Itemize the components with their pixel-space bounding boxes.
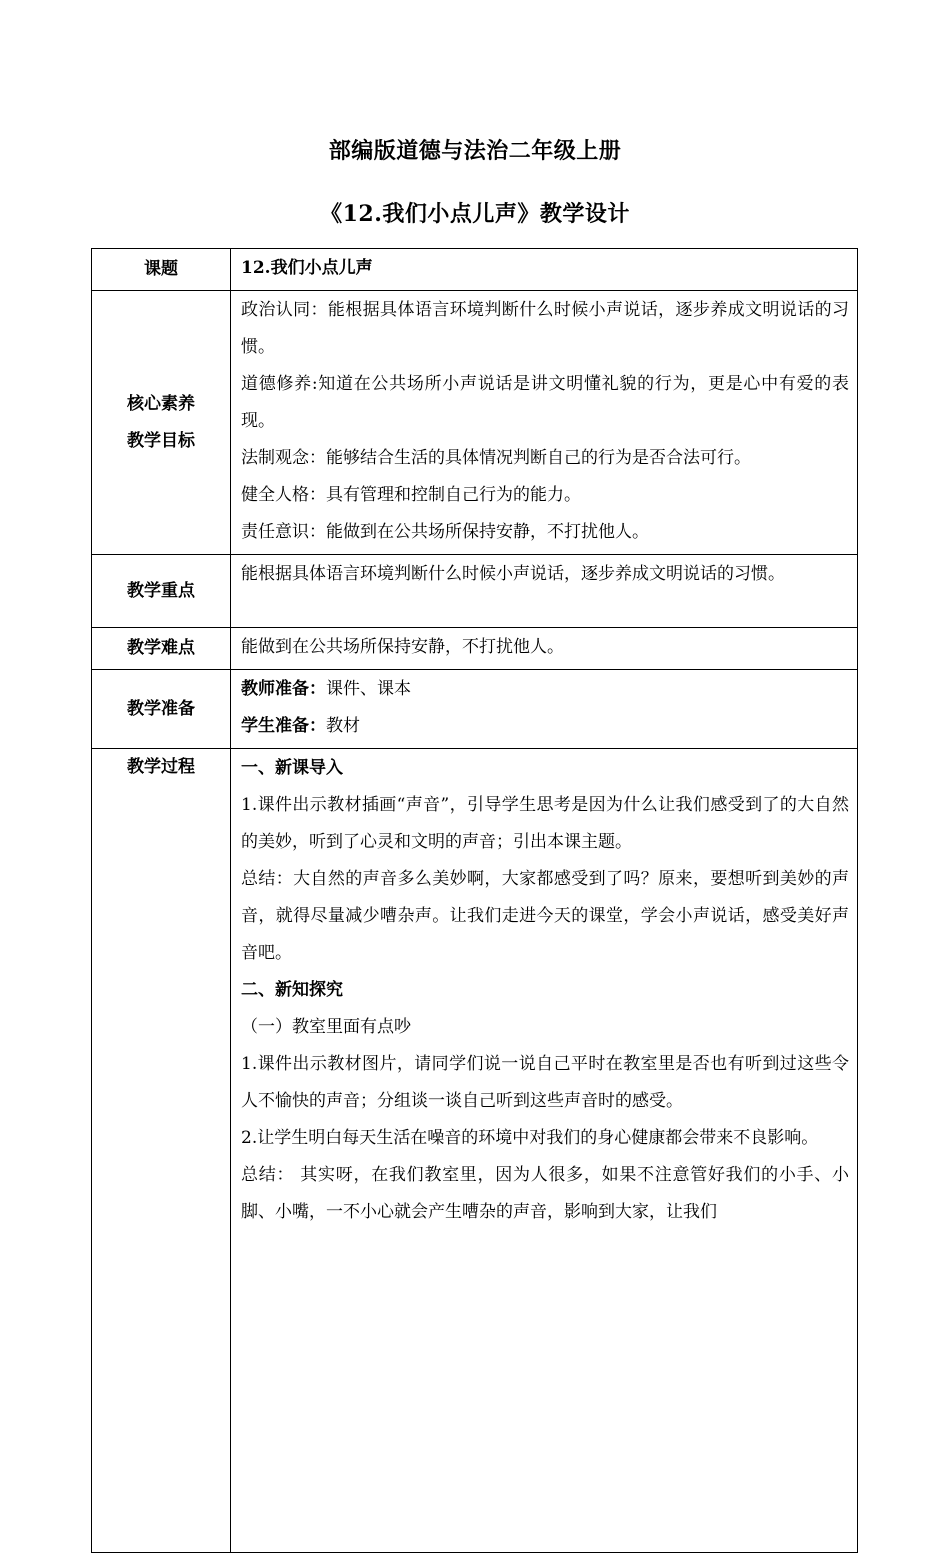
difficulty-cell (231, 628, 858, 670)
student-preparation-label: 学生准备： (241, 716, 326, 736)
topic-value-cell (231, 249, 858, 291)
preparation-cell (231, 670, 858, 749)
table-row-core (92, 291, 858, 555)
core-item-responsibility: 责任意识：能做到在公共场所保持安静，不打扰他人。 (241, 522, 649, 542)
core-item-personality: 健全人格：具有管理和控制自己行为的能力。 (241, 485, 581, 505)
preparation-label: 教学准备 (127, 698, 195, 719)
teacher-preparation-label: 教师准备： (241, 679, 326, 699)
process-cell (231, 749, 858, 1553)
process-subheading: （一）教室里面有点吵 (241, 1017, 411, 1037)
key-point-label: 教学重点 (127, 580, 195, 601)
topic-label: 课题 (144, 259, 178, 279)
document-subtitle: 《12.我们小点儿声》教学设计 (320, 201, 630, 227)
process-heading-explore: 二、新知探究 (241, 980, 343, 1000)
table-row-topic (92, 249, 858, 291)
topic-label-cell (92, 249, 231, 291)
teacher-preparation (241, 671, 849, 708)
preparation-label-cell (92, 670, 231, 749)
table-row-preparation (92, 670, 858, 749)
difficulty-label-cell (92, 628, 231, 670)
process-label: 教学过程 (127, 757, 195, 777)
key-point-value: 能根据具体语言环境判断什么时候小声说话，逐步养成文明说话的习惯。 (241, 564, 785, 584)
core-label-cell (92, 291, 231, 555)
key-point-cell (231, 555, 858, 628)
document-title: 部编版道德与法治二年级上册 (328, 138, 622, 164)
process-paragraph: 总结： 其实呀，在我们教室里，因为人很多，如果不注意管好我们的小手、小脚、小嘴，一不小心就会产生嘈杂的声音，影响到大家，让我们 (241, 1165, 849, 1222)
process-label-cell (92, 749, 231, 1553)
core-item-political: 政治认同：能根据具体语言环境判断什么时候小声说话，逐步养成文明说话的习惯。 (241, 300, 849, 357)
table-row-process (92, 749, 858, 1553)
core-label-line1: 核心素养 (127, 393, 195, 414)
process-paragraph: 1.课件出示教材插画“声音”，引导学生思考是因为什么让我们感受到了的大自然的美妙，听到了心灵和文明的声音；引出本课主题。 (241, 795, 849, 852)
core-item-legal: 法制观念：能够结合生活的具体情况判断自己的行为是否合法可行。 (241, 448, 751, 468)
student-preparation-value: 教材 (326, 716, 360, 736)
difficulty-value: 能做到在公共场所保持安静，不打扰他人。 (241, 637, 564, 657)
core-item-moral: 道德修养:知道在公共场所小声说话是讲文明懂礼貌的行为，更是心中有爱的表现。 (241, 374, 849, 431)
student-preparation (241, 708, 849, 745)
topic-value: 12.我们小点儿声 (241, 258, 373, 278)
teacher-preparation-value: 课件、课本 (326, 679, 411, 699)
core-label-line2: 教学目标 (127, 430, 195, 451)
core-content-cell (231, 291, 858, 555)
process-heading-intro: 一、新课导入 (241, 758, 343, 778)
process-paragraph: 1.课件出示教材图片，请同学们说一说自己平时在教室里是否也有听到过这些令人不愉快的声音；分组谈一谈自己听到这些声音时的感受。 (241, 1054, 849, 1111)
difficulty-label: 教学难点 (127, 638, 195, 658)
lesson-plan-table (91, 248, 858, 1553)
process-paragraph: 2.让学生明白每天生活在噪音的环境中对我们的身心健康都会带来不良影响。 (241, 1128, 819, 1148)
key-point-label-cell (92, 555, 231, 628)
process-paragraph: 总结：大自然的声音多么美妙啊，大家都感受到了吗？原来，要想听到美妙的声音，就得尽量减少嘈杂声。让我们走进今天的课堂，学会小声说话，感受美好声音吧。 (241, 869, 849, 963)
table-row-difficulty (92, 628, 858, 670)
table-row-key-point (92, 555, 858, 628)
